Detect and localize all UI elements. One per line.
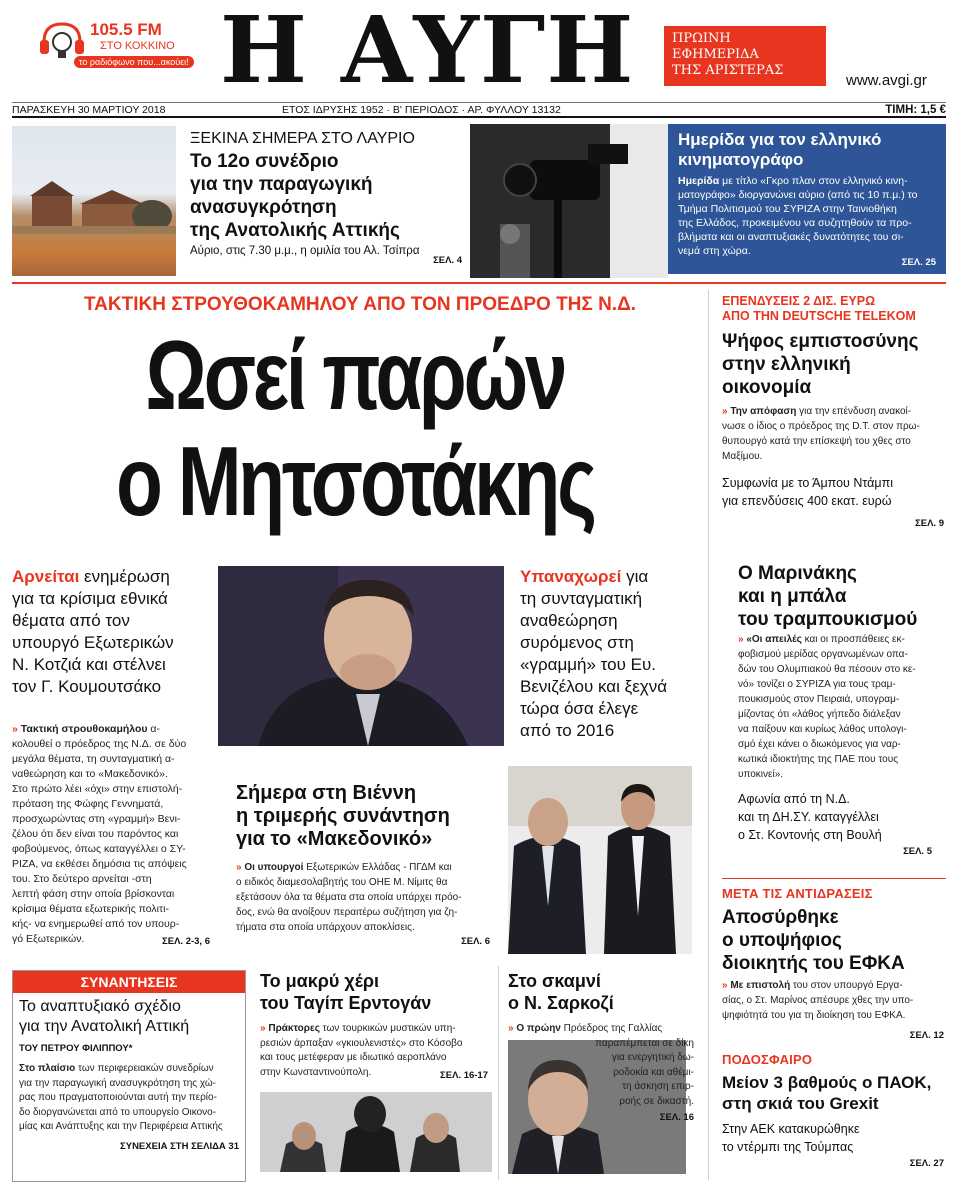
telekom-kicker-l1: ΕΠΕΝΔΥΣΕΙΣ 2 ΔΙΣ. ΕΥΡΩ [722,294,876,308]
meetings-body-1: των περιφερειακών συνεδρίων [75,1063,214,1074]
erdogan-headline-l1: Το μακρύ χέρι [260,971,380,991]
dateline-bar [12,102,946,118]
left-deck-l3: θέματα από τον [12,611,130,630]
main-body-l5: Στο πρώτο λέει «όχι» στην επιστολή- [12,783,183,795]
marinakis-sub-l3: ο Στ. Κοντονής στη Βουλή [738,828,882,842]
sarkozy-headline[interactable] [508,970,698,1014]
meetings-body-l5: μίας και Ανάπτυξης και την Περιφέρεια Αττικής [19,1121,223,1132]
erdogan-headline[interactable] [260,970,490,1014]
masthead-subtitle-box [664,26,826,86]
lavrio-photo [12,126,176,276]
marinakis-body-l9: κωτικά ιδιοκτήτης της ΠΑΕ που τους [738,754,899,765]
meetings-body-l2: για την παραγωγική ανασυγκρότηση της χώ- [19,1077,217,1089]
lavrio-headline-l4: της Ανατολικής Αττικής [190,220,400,241]
arrow-icon: » [12,723,21,735]
paok-page: ΣΕΛ. 27 [909,1158,944,1169]
left-deck-1: ενημέρωση [79,567,170,586]
vienna-body [236,860,498,935]
telekom-page: ΣΕΛ. 9 [915,518,944,529]
vienna-headline-l1: Σήμερα στη Βιέννη [236,782,417,804]
arrow-icon: » [508,1023,517,1034]
sarkozy-body-l6: ροής σε δικαστή. [619,1095,694,1107]
column-divider [708,290,709,1180]
marinakis-body-1: και οι προσπάθειες εκ- [801,634,905,645]
meetings-body-l3: ρας που πραγματοποιούνται αυτή την περίο- [19,1092,217,1103]
right-deck-l4: συρόμενος στη [520,633,634,652]
cinema-body-1: με τίτλο «Γκρο πλαν στον ελληνικό κινη- [719,175,908,187]
main-body-l10: ΡΙΖΑ, να εκθέσει δημόσια τις απόψεις [12,858,187,870]
marinakis-headline-l2: και η μπάλα [738,586,847,607]
vienna-headline-l3: για το «Μακεδονικό» [236,828,433,850]
meetings-continued[interactable]: ΣΥΝΕΧΕΙΑ ΣΤΗ ΣΕΛΙΔΑ 31 [120,1140,239,1152]
radio-logo[interactable] [40,18,190,76]
marinakis-sub-l2: και τη ΔΗ.ΣΥ. καταγγέλλει [738,810,879,824]
vienna-body-l5: τήματα στα οποία υπάρχουν αποκλίσεις. [236,922,415,933]
right-deck-l2: τη συνταγματική [520,589,643,608]
marinakis-headline-l1: Ο Μαρινάκης [738,563,857,584]
erdogan-body-1: των τουρκικών μυστικών υπη- [319,1023,456,1034]
camera-photo [470,124,668,278]
paok-headline-l2: στη σκιά του Grexit [722,1094,879,1113]
lavrio-headline-l3: ανασυγκρότηση [190,197,337,218]
meetings-box[interactable] [12,970,246,1182]
marinakis-body-l10: υποκινεί». [738,769,784,780]
mitsotakis-photo [218,566,504,746]
radio-frequency: 105.5 FM [90,20,162,39]
main-body-l2: κολουθεί ο πρόεδρος της Ν.Δ. σε δύο [12,738,187,750]
main-body-l1 [12,722,212,737]
efka-body-l1 [722,978,948,993]
right-deck-1: για [621,567,649,586]
cinema-body-l3: Τμήμα Πολιτισμού του ΣΥΡΙΖΑ στην Ταινιοθήκη [678,203,897,215]
main-headline-l1: Ωσεί παρών [145,320,565,430]
efka-headline[interactable] [722,906,948,975]
left-deck-l5: Ν. Κοτζιά και στέλνει [12,655,166,674]
meetings-lead: Στο πλαίσιο [19,1063,76,1074]
issue-date: ΠΑΡΑΣΚΕΥΗ 30 ΜΑΡΤΙΟΥ 2018 [12,104,166,116]
telekom-body [722,404,948,464]
subtitle-line-3: ΤΗΣ ΑΡΙΣΤΕΡΑΣ [672,63,784,78]
main-body-l4: ναθεώρηση και το «Μακεδονικό». [12,768,168,780]
sarkozy-page: ΣΕΛ. 16 [659,1112,694,1123]
main-kicker: ΤΑΚΤΙΚΗ ΣΤΡΟΥΘΟΚΑΜΗΛΟΥ ΑΠΟ ΤΟΝ ΠΡΟΕΔΡΟ ΤΗΣ Ν.Δ. [83,294,637,315]
marinakis-body-l4: νό» τονίζει ο ΣΥΡΙΖΑ για τους τραμ- [738,679,896,690]
telekom-body-l2: νωσε ο ίδιος ο πρόεδρος της D.T. στον πρω- [722,421,920,432]
meetings-body-l1 [19,1062,239,1077]
cinema-headline-l2: κινηματογράφο [678,150,804,169]
telekom-headline-l1: Ψήφος εμπιστοσύνης [722,331,919,352]
main-left-deck [12,566,212,698]
main-body-l9: φοβούμενος, όπως καταγγέλλει ο ΣΥ- [12,843,186,855]
main-body-lead: Τακτική στρουθοκαμήλου [20,723,148,735]
main-body-l14: κής- να ενημερωθεί από τον υπουρ- [12,918,180,930]
right-deck-l3: αναθεώρηση [520,611,618,630]
erdogan-lead: Πράκτορες [268,1023,320,1034]
erdogan-body-l2: ρεσιών άρπαξαν «γκιουλενιστές» στο Κόσοβο [260,1037,463,1049]
erdogan-body-l3: και τους μετέφεραν με ιδιωτικό αεροπλάνο [260,1052,447,1063]
paok-sub-l1: Στην ΑΕΚ κατακυρώθηκε [722,1122,860,1136]
meetings-headline-l1: Το αναπτυξιακό σχέδιο [19,998,181,1015]
vienna-body-1: Εξωτερικών Ελλάδας - ΠΓΔΜ και [303,862,452,873]
efka-page: ΣΕΛ. 12 [909,1030,944,1041]
telekom-sub-l2: για επενδύσεις 400 εκατ. ευρώ [722,494,892,508]
sarkozy-body-l3: για ενεργητική δω- [611,1052,694,1063]
marinakis-sub-l1: Αφωνία από τη Ν.Δ. [738,792,850,806]
subtitle-line-2: ΕΦΗΜΕΡΙΔΑ [672,47,759,62]
efka-body-l2: σίας, ο Στ. Μαρίνος απέσυρε χθες την υπο- [722,995,914,1006]
lavrio-page: ΣΕΛ. 4 [433,255,462,266]
erdogan-body-l4: στην Κωνσταντινούπολη. [260,1066,372,1078]
sarkozy-body-l2: παραπέμπεται σε δίκη [595,1037,694,1049]
lavrio-subline: Αύριο, στις 7.30 μ.μ., η ομιλία του Αλ. Τσίπρα [190,245,420,257]
website-link[interactable]: www.avgi.gr [846,72,927,89]
arrow-icon: » [236,862,245,873]
efka-body-l3: ψηφιότητά του για τη διοίκηση του ΕΦΚΑ. [722,1010,906,1021]
column-divider-2 [498,966,499,1180]
telekom-sub [722,474,893,510]
cinema-page: ΣΕΛ. 25 [901,257,936,268]
vienna-page: ΣΕΛ. 6 [461,936,490,947]
sarkozy-body-l1 [508,1022,694,1037]
marinakis-body [738,632,948,782]
subtitle-line-1: ΠΡΩΙΝΗ [672,31,731,46]
sarkozy-body-1: Πρόεδρος της Γαλλίας [560,1023,663,1034]
telekom-kicker [722,294,916,324]
marinakis-body-l3: δών του Ολυμπιακού θα πέσουν στο κε- [738,664,916,675]
lavrio-kicker: ΞΕΚΙΝΑ ΣΗΜΕΡΑ ΣΤΟ ΛΑΥΡΙΟ [190,130,415,147]
paok-sub-l2: το ντέρμπι της Τούμπας [722,1140,854,1154]
arrow-icon: » [738,634,747,645]
efka-kicker: ΜΕΤΑ ΤΙΣ ΑΝΤΙΔΡΑΣΕΙΣ [722,886,873,901]
telekom-body-l4: Μαξίμου. [722,451,763,462]
telekom-body-1: για την επένδυση ανακοί- [796,406,912,417]
main-body-l8: ζέλου ότι δεν είναι του παρόντος και [12,828,179,840]
left-deck-l6: τον Γ. Κουμουτσάκο [12,677,162,696]
radio-name: ΣΤΟ ΚΟΚΚΙΝΟ [100,40,175,52]
cinema-body-l1 [678,174,936,188]
lavrio-headline-l1: Το 12ο συνέδριο [190,151,339,172]
erdogan-page: ΣΕΛ. 16-17 [440,1070,488,1081]
right-deck-l7: τώρα όσα έλεγε [520,699,639,718]
main-body-l3: μεγάλα θέματα, τη συνταγματική α- [12,753,175,765]
efka-body-1: του στον υπουργό Εργα- [790,980,903,991]
efka-lead: Με επιστολή [730,980,791,991]
radio-tagline: το ραδιόφωνο που...ακούει! [74,56,194,68]
right-deck-lead: Υπαναχωρεί [520,567,622,586]
erdogan-headline-l2: του Ταγίπ Ερντογάν [260,993,432,1013]
meetings-headline-l2: για την Ανατολική Αττική [19,1018,190,1035]
main-body-l6: πρόταση της Φώφης Γεννηματά, [12,798,164,810]
telekom-body-l3: θυπουργό κατά την επίσκεψή του χθες στο [722,436,911,447]
marinakis-sub [738,790,882,844]
marinakis-headline-l3: του τραμπουκισμού [738,609,918,630]
erdogan-photo [260,1092,492,1172]
right-deck-l1 [520,566,710,588]
efka-headline-l2: ο υποψήφιος [722,930,842,951]
left-deck-l2: για τα κρίσιμα εθνικά [12,589,168,608]
sarkozy-body [508,1022,694,1126]
main-body-l12: λεπτή φάση στην οποία βρίσκονται [12,888,175,900]
paok-headline[interactable] [722,1072,948,1114]
efka-headline-l3: διοικητής του ΕΦΚΑ [722,953,905,974]
marinakis-page: ΣΕΛ. 5 [903,846,932,857]
erdogan-body-l1 [260,1022,492,1037]
right-deck-l8: από το 2016 [520,721,615,740]
main-page: ΣΕΛ. 2-3, 6 [162,936,210,947]
lavrio-headline-l2: για την παραγωγική [190,174,373,195]
telekom-headline[interactable] [722,330,948,399]
main-right-deck [520,566,710,742]
vienna-body-l2: ο ειδικός διαμεσολαβητής του ΟΗΕ Μ. Νίμιτς θα [236,877,448,888]
lavrio-headline[interactable] [190,150,440,242]
efka-body [722,978,948,1023]
main-body-l11: του. Στο δεύτερο αρνείται -στη [12,873,152,885]
vienna-lead: Οι υπουργοί [244,862,304,873]
marinakis-body-l6: μίζοντας ότι «λάθος γήπεδο διάλεξαν [738,709,901,720]
left-deck-l4: υπουργό Εξωτερικών [12,633,174,652]
marinakis-lead: «Οι απειλές [746,634,802,645]
paok-kicker: ΠΟΔΟΣΦΑΙΡΟ [722,1052,813,1067]
marinakis-body-l5: πουκισμούς στον Πειραιά, υπογραμ- [738,694,900,705]
vienna-photo [508,766,692,954]
meetings-body-l4: δο διοργανώνεται από το υπουργείο Οικονο- [19,1106,217,1118]
cinema-box[interactable] [668,124,946,274]
marinakis-body-l7: να παίξουν και κυρίως λάθος υπολογι- [738,724,907,735]
telekom-kicker-l2: ΑΠΟ ΤΗΝ DEUTSCHE TELEKOM [722,309,916,323]
sarkozy-headline-l2: ο Ν. Σαρκοζί [508,993,614,1013]
sarkozy-body-l5: τη άσκηση επιρ- [622,1081,694,1092]
telekom-headline-l2: στην ελληνική [722,354,851,375]
main-body-1: α- [147,723,160,735]
telekom-body-l1 [722,404,948,419]
left-deck-l1 [12,566,212,588]
marinakis-body-l2: φοβισμού μερίδας οργανωμένων οπα- [738,649,908,660]
cinema-lead: Ημερίδα [678,175,720,187]
paok-headline-l1: Μείον 3 βαθμούς ο ΠΑΟΚ, [722,1073,932,1092]
sarkozy-headline-l1: Στο σκαμνί [508,971,601,991]
vienna-body-l4: δος, ενώ θα ανοίξουν περαιτέρω συζήτηση για ζη- [236,907,458,918]
telekom-sub-l1: Συμφωνία με το Άμπου Ντάμπι [722,476,893,490]
marinakis-headline[interactable] [738,562,948,631]
right-deck-l6: Βενιζέλου και ξεχνά [520,677,668,696]
telekom-lead: Την απόφαση [730,406,797,417]
arrow-icon: » [722,980,731,991]
issue-info: ΕΤΟΣ ΙΔΡΥΣΗΣ 1952 · Β' ΠΕΡΙΟΔΟΣ · ΑΡ. ΦΥΛΛΟΥ 13132 [282,104,561,116]
efka-headline-l1: Αποσύρθηκε [722,907,839,928]
telekom-headline-l3: οικονομία [722,377,812,398]
main-body-l13: κρίσιμα θέματα εξωτερικής πολιτι- [12,903,169,915]
issue-price: ΤΙΜΗ: 1,5 € [885,104,946,116]
newspaper-title: Η ΑΥΓΗ [220,0,635,104]
efka-divider [722,878,946,879]
marinakis-body-l8: σμό έχει κάνει ο διωκόμενος για ναρ- [738,739,901,750]
sarkozy-body-l4: ροδοκία και αθέμι- [613,1066,694,1078]
main-headline-l2: ο Μητσοτάκης [116,426,594,536]
vienna-headline-l2: η τριμερής συνάντηση [236,805,450,827]
cinema-body-l2: ματογράφο» διοργανώνει αύριο (από τις 10 π.μ.) το [678,189,918,201]
marinakis-body-l1 [738,632,948,647]
cinema-body-l5: βλήματα και οι αναπτυξιακές δυνατότητες του σι- [678,231,904,243]
main-body-l7: προσχωρώντας στη «γραμμή» Βενι- [12,813,181,825]
vienna-headline[interactable] [236,782,496,851]
vienna-body-l3: εξετάσουν όλα τα θέματα στα οποία υπάρχει πρόο- [236,892,462,903]
meetings-label: ΣΥΝΑΝΤΗΣΕΙΣ [13,971,245,993]
arrow-icon: » [722,406,731,417]
main-body [12,722,212,947]
sarkozy-lead: Ο πρώην [516,1023,561,1034]
arrow-icon: » [260,1023,269,1034]
cinema-body-l4: της Ελλάδος, προκειμένου να συζητηθούν τα προ- [678,217,912,229]
cinema-headline-l1: Ημερίδα για τον ελληνικό [678,130,882,149]
paok-sub [722,1120,860,1156]
main-headline[interactable] [12,322,698,534]
meetings-byline: ΤΟΥ ΠΕΤΡΟΥ ΦΙΛΙΠΠΟΥ* [19,1043,133,1054]
left-deck-lead: Αρνείται [12,567,80,586]
main-body-l15: γό Εξωτερικών. [12,933,85,945]
vienna-body-l1 [236,860,498,875]
section-divider [12,282,946,284]
right-deck-l5: «γραμμή» του Ευ. [520,655,656,674]
cinema-body-l6: νεμά στη χώρα. [678,245,751,257]
